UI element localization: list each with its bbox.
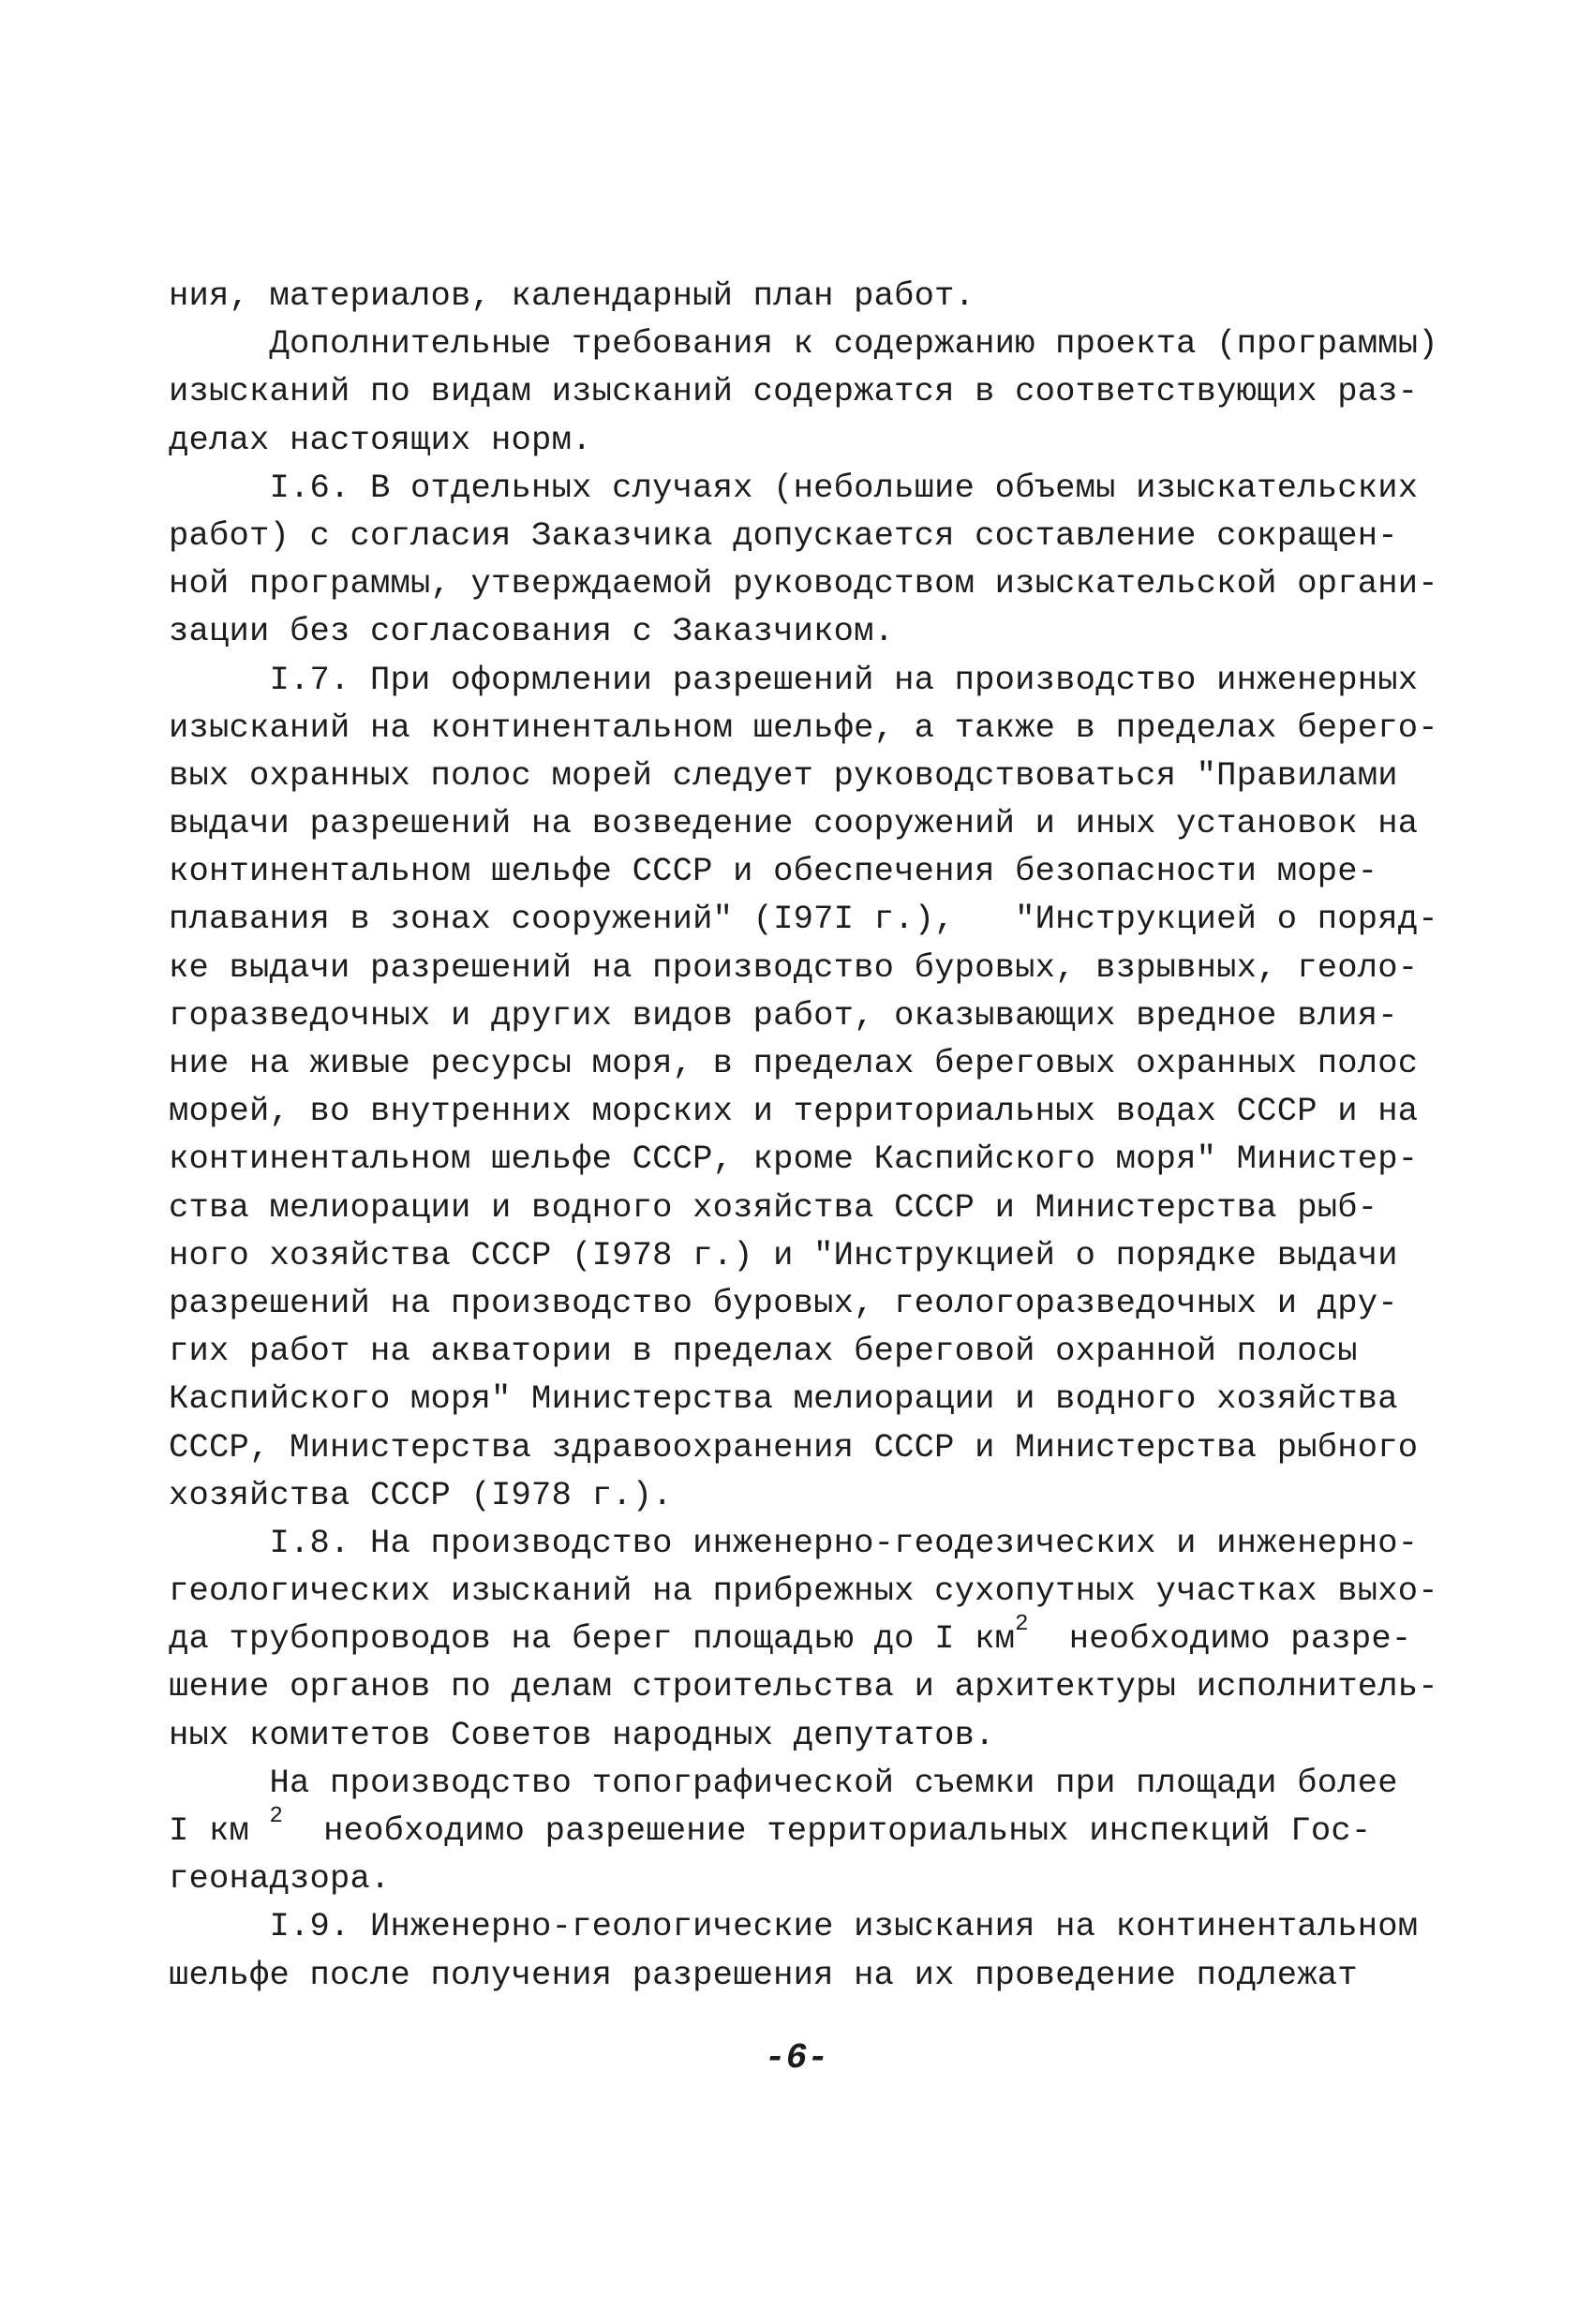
text-line: морей, во внутренних морских и территориальных водах СССР и на (169, 1092, 1419, 1131)
text-line: континентальном шельфе СССР, кроме Каспийского моря" Министер- (169, 1140, 1419, 1179)
text-line: зации без согласования с Заказчиком. (169, 612, 895, 651)
text-line: изысканий по видам изысканий содержатся в соответствующих раз- (169, 372, 1419, 411)
text-line: плавания в зонах сооружений" (I97I г.), "Инструкцией о поряд- (169, 900, 1438, 939)
text-line: делах настоящих норм. (169, 420, 592, 459)
text-line: Каспийского моря" Министерства мелиорации и водного хозяйства (169, 1379, 1398, 1419)
text-line: ного хозяйства СССР (I978 г.) и "Инструкцией о порядке выдачи (169, 1235, 1398, 1274)
page-number: -6- (764, 2038, 829, 2078)
text-line: I.6. В отдельных случаях (небольшие объемы изыскательских (169, 468, 1419, 507)
text-line: гих работ на акватории в пределах береговой охранной полосы (169, 1332, 1358, 1371)
text-line: СССР, Министерства здравоохранения СССР и Министерства рыбного (169, 1427, 1419, 1467)
text-line: геонадзора. (169, 1859, 391, 1899)
line-text: I км (169, 1811, 270, 1850)
text-line: геологических изысканий на прибрежных сухопутных участках выхо- (169, 1572, 1438, 1611)
line-text-tail: необходимо разрешение территориальных инспекций Гос- (283, 1811, 1372, 1850)
text-line: I.8. На производство инженерно-геодезических и инженерно- (169, 1523, 1419, 1562)
text-line: ке выдачи разрешений на производство буровых, взрывных, геоло- (169, 947, 1419, 987)
text-line: континентальном шельфе СССР и обеспечения безопасности море- (169, 852, 1378, 891)
text-line: изысканий на континентальном шельфе, а также в пределах берего- (169, 708, 1438, 747)
text-line: работ) с согласия Заказчика допускается составление сокращен- (169, 515, 1398, 555)
text-line: ние на живые ресурсы моря, в пределах береговых охранных полос (169, 1044, 1419, 1082)
text-line: вых охранных полос морей следует руководствоваться "Правилами (169, 755, 1398, 795)
line-text-tail: необходимо разре- (1028, 1619, 1412, 1659)
text-line: шельфе после получения разрешения на их проведение подлежат (169, 1955, 1358, 1994)
text-line: хозяйства СССР (I978 г.). (169, 1475, 673, 1514)
text-line: ния, материалов, календарный план работ. (169, 276, 975, 315)
text-line: выдачи разрешений на возведение сооружений и иных установок на (169, 804, 1419, 843)
text-line: На производство топографической съемки при площади более (169, 1763, 1398, 1802)
superscript: 2 (1015, 1612, 1029, 1638)
text-line: I.9. Инженерно-геологические изыскания на континентальном (169, 1907, 1419, 1946)
line-text: да трубопроводов на берег площадью до I км (169, 1619, 1016, 1659)
text-line (169, 1804, 1424, 1855)
text-line: разрешений на производство буровых, геологоразведочных и дру- (169, 1283, 1398, 1322)
text-line: ной программы, утверждаемой руководством изыскательской органи- (169, 564, 1438, 603)
text-line (169, 1612, 1424, 1662)
body-text (169, 272, 1438, 1999)
text-line: Дополнительные требования к содержанию проекта (программы) (169, 324, 1438, 364)
text-line: I.7. При оформлении разрешений на производство инженерных (169, 660, 1419, 699)
text-line: ства мелиорации и водного хозяйства СССР и Министерства рыб- (169, 1187, 1378, 1227)
text-line: ных комитетов Советов народных депутатов. (169, 1715, 995, 1754)
text-line: горазведочных и других видов работ, оказывающих вредное влия- (169, 995, 1398, 1035)
text-line: шение органов по делам строительства и архитектуры исполнитель- (169, 1667, 1438, 1706)
superscript: 2 (269, 1804, 284, 1830)
